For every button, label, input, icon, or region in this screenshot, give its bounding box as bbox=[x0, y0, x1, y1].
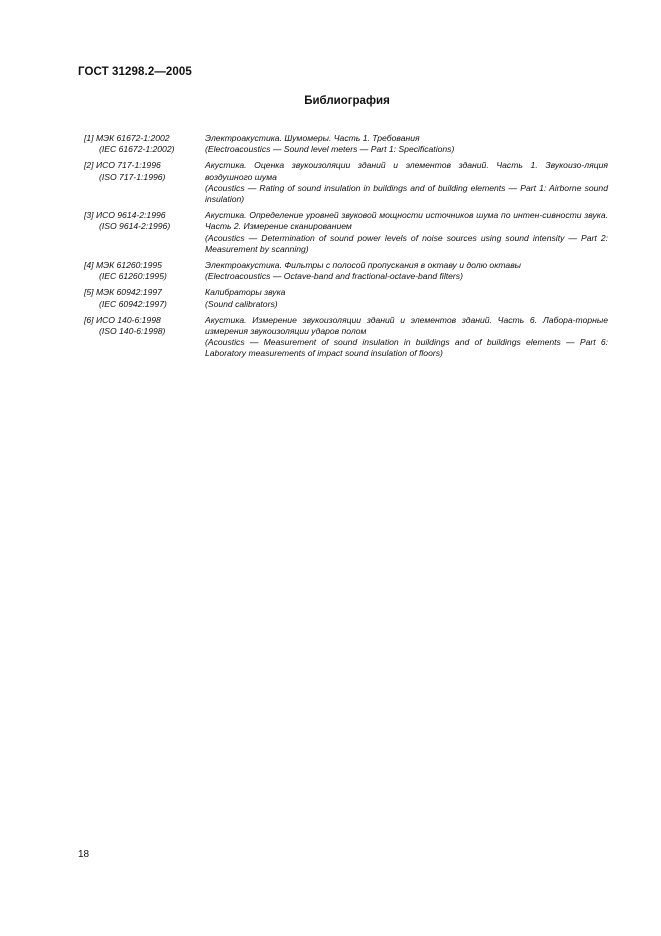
reference-id bbox=[84, 160, 205, 205]
bibliography-entry bbox=[84, 160, 608, 205]
reference-description bbox=[205, 260, 608, 282]
reference-id bbox=[84, 315, 205, 360]
reference-international: (ISO 140-6:1998) bbox=[99, 326, 166, 337]
bibliography-entry bbox=[84, 315, 608, 360]
bibliography-entry bbox=[84, 133, 608, 155]
bibliography-entry bbox=[84, 260, 608, 282]
reference-title-ru: Акустика. Определение уровней звуковой мощности источников шума по интен-сивности звука. Часть 2. Измерение сканированием bbox=[205, 210, 608, 232]
reference-title-en: (Acoustics — Rating of sound insulation in buildings and of building elements — Part 1: Airborne sound insulation) bbox=[205, 182, 608, 205]
reference-national: [2] ИСО 717-1:1996 bbox=[84, 160, 161, 171]
reference-international: (ISO 717-1:1996) bbox=[99, 171, 166, 182]
reference-title-en: (Electroacoustics — Sound level meters — Part 1: Specifications) bbox=[205, 144, 455, 155]
reference-description bbox=[205, 315, 608, 360]
page-number: 18 bbox=[78, 849, 90, 860]
reference-national: [6] ИСО 140-6:1998 bbox=[84, 314, 161, 325]
reference-title-en: (Sound calibrators) bbox=[205, 298, 278, 309]
reference-description bbox=[205, 287, 608, 309]
reference-international: (IEC 60942:1997) bbox=[99, 298, 167, 309]
reference-id bbox=[84, 260, 205, 282]
reference-id bbox=[84, 133, 205, 155]
reference-international: (IEC 61672-1:2002) bbox=[99, 144, 175, 155]
reference-title-ru: Акустика. Измерение звукоизоляции зданий и элементов зданий. Часть 6. Лабора-торные измерения звукоизоляции ударов полом bbox=[205, 314, 608, 337]
reference-title-ru: Калибраторы звука bbox=[205, 287, 286, 298]
reference-title-en: (Acoustics — Measurement of sound insulation in buildings and of buildings elements — Part 6: Laboratory measurements of impact sound insulation of floors) bbox=[205, 337, 608, 359]
reference-title-en: (Electroacoustics — Octave-band and fractional-octave-band filters) bbox=[205, 271, 463, 282]
reference-national: [3] ИСО 9614-2:1996 bbox=[84, 210, 166, 221]
reference-description bbox=[205, 210, 608, 255]
reference-international: (IEC 61260:1995) bbox=[99, 271, 167, 282]
reference-title-ru: Акустика. Оценка звукоизоляции зданий и элементов зданий. Часть 1. Звукоизо-ляция воздушного шума bbox=[205, 160, 608, 182]
reference-title-en: (Acoustics — Determination of sound power levels of noise sources using sound intensity — Part 2: Measurement by scanning) bbox=[205, 232, 608, 254]
reference-national: [5] МЭК 60942:1997 bbox=[84, 287, 162, 298]
reference-description bbox=[205, 160, 608, 205]
reference-description bbox=[205, 133, 608, 155]
reference-title-ru: Электроакустика. Шумомеры. Часть 1. Требования bbox=[205, 133, 420, 143]
bibliography-entry bbox=[84, 210, 608, 255]
bibliography-list bbox=[84, 133, 608, 365]
reference-national: [1] МЭК 61672-1:2002 bbox=[84, 133, 170, 143]
reference-national: [4] МЭК 61260:1995 bbox=[84, 260, 162, 271]
reference-id bbox=[84, 287, 205, 309]
reference-id bbox=[84, 210, 205, 255]
reference-title-ru: Электроакустика. Фильтры с полосой пропускания в октаву и долю октавы bbox=[205, 260, 522, 271]
section-title: Библиография bbox=[304, 95, 390, 107]
bibliography-entry bbox=[84, 287, 608, 309]
document-code: ГОСТ 31298.2—2005 bbox=[78, 66, 192, 78]
reference-international: (ISO 9614-2:1996) bbox=[99, 221, 171, 232]
